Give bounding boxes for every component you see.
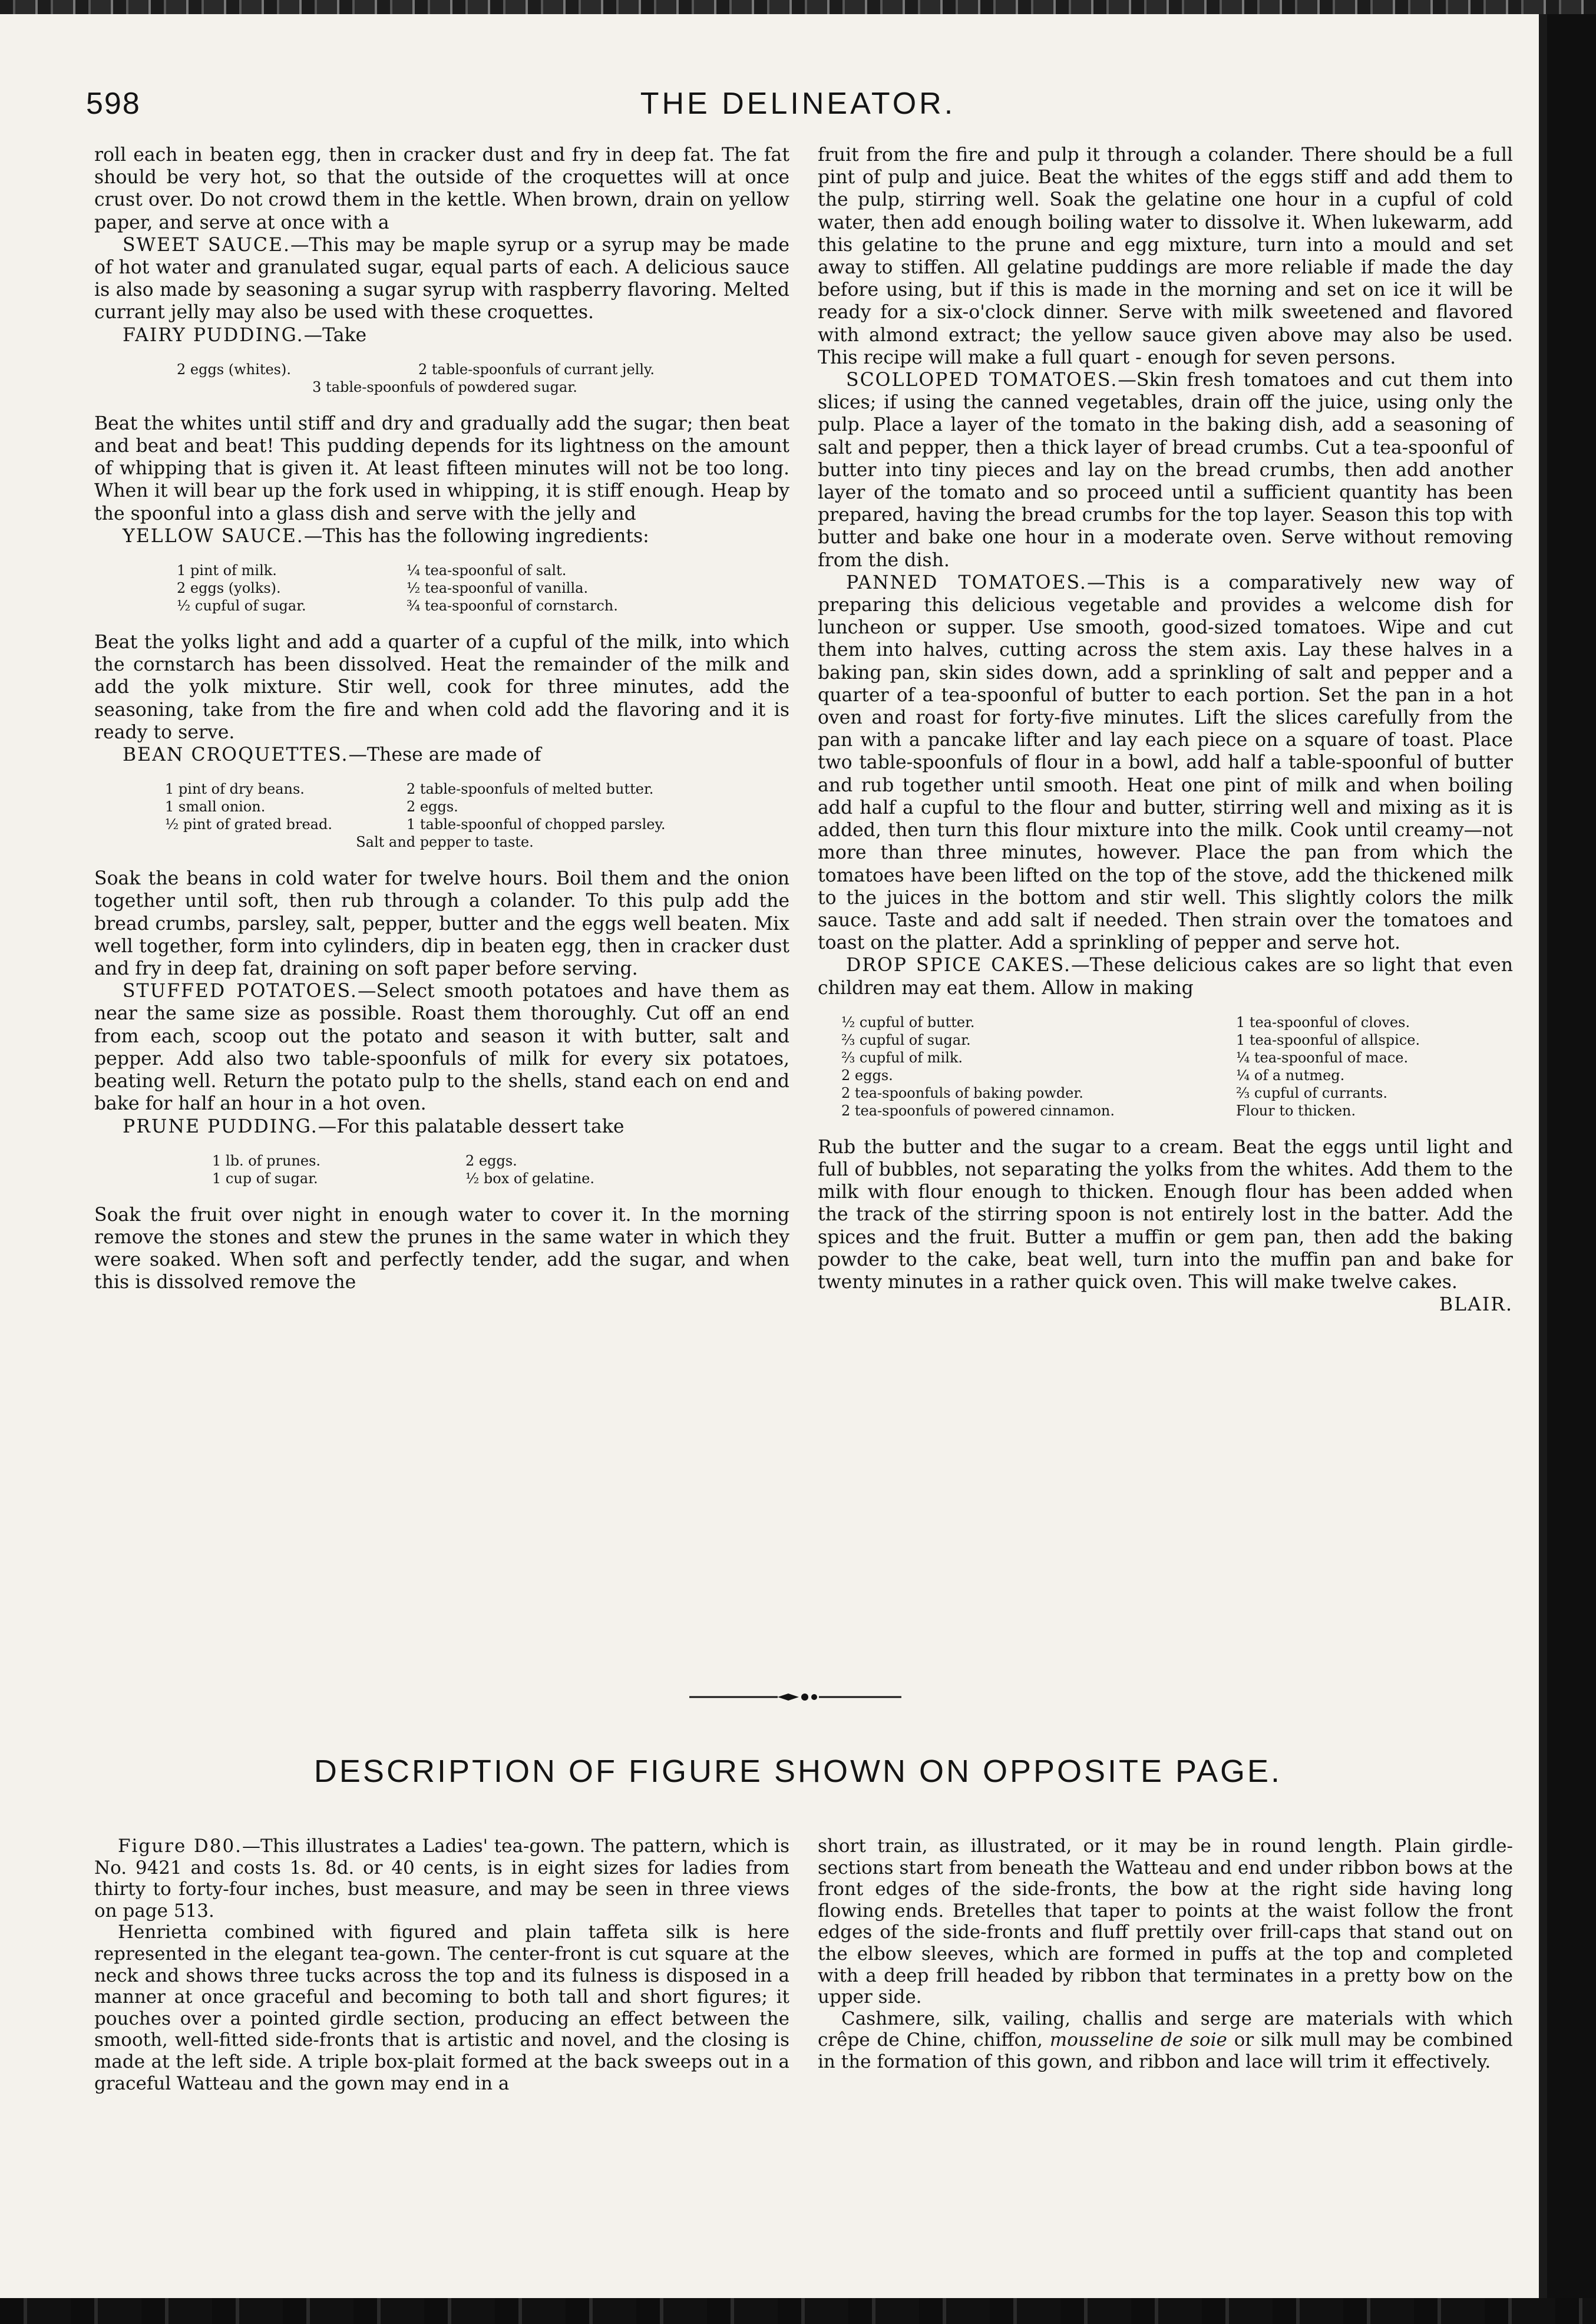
paragraph: Soak the beans in cold water for twelve hours. Boil them and the onion together until soft, then rub through a colander. To this pulp add the bread crumbs, parsley, salt, pepper, butter and the eggs well beaten. Mix well together, form into cylinders, dip in beaten egg, then in cracker dust and fry in deep fat, draining on soft paper before serving. xyxy=(94,868,789,980)
recipe-heading: DROP SPICE CAKES. xyxy=(846,955,1072,976)
ingredient: 2 eggs (yolks). xyxy=(177,580,281,597)
top-scan-border xyxy=(0,0,1596,14)
ingredient: 2 eggs (whites). xyxy=(177,361,291,378)
divider-dot xyxy=(811,1694,817,1700)
paragraph-text: —This illustrates a Ladies' tea-gown. The pattern, which is No. 9421 and costs 1s. 8d. or 40 cents, is in eight sizes for ladies from thirty to forty-four inches, bust measure, and may be seen in three views on page 513. xyxy=(94,1836,789,1922)
recipe-heading: STUFFED POTATOES. xyxy=(123,981,358,1002)
ingredient: ½ pint of grated bread. xyxy=(165,816,332,833)
paragraph xyxy=(94,1836,789,1922)
paragraph-text: or silk mull may be combined in the formation of this gown, and ribbon and lace will trim it effectively. xyxy=(818,2029,1514,2072)
recipe-heading: PRUNE PUDDING. xyxy=(123,1115,318,1137)
recipe-heading: FAIRY PUDDING. xyxy=(123,324,304,346)
recipe-stuffed-potatoes xyxy=(94,980,789,1115)
ingredient-list-prune xyxy=(212,1152,789,1187)
ingredient: ½ tea-spoonful of vanilla. xyxy=(407,580,589,597)
ingredient: ½ cupful of sugar. xyxy=(177,597,306,615)
ingredient: ¾ tea-spoonful of cornstarch. xyxy=(407,597,618,615)
paragraph-text: Cashmere, silk, vailing, challis and serge are materials with which crêpe de Chine, chiffon, xyxy=(818,2008,1513,2051)
ingredient: ⅔ cupful of sugar. xyxy=(841,1031,971,1048)
right-column xyxy=(818,144,1513,1316)
recipe-fairy-pudding xyxy=(94,324,789,346)
divider-diamond xyxy=(778,1694,799,1701)
recipe-bean-croquettes xyxy=(94,744,789,766)
recipe-heading: PANNED TOMATOES. xyxy=(846,572,1087,593)
ingredient: 2 eggs. xyxy=(465,1152,517,1169)
ingredient: ⅔ cupful of currants. xyxy=(1236,1084,1387,1101)
recipe-text: —Select smooth potatoes and have them as near the same size as possible. Roast them thoroughly. Cut off an end from each, scoop out the potato and season it with butter, salt and pepper. Add also two table-spoonfuls of milk for every six potatoes, beating well. Return the potato pulp to the shells, stand each on end and bake for half an hour in a hot oven. xyxy=(94,981,789,1115)
italic-term: mousseline de soie xyxy=(1049,2029,1227,2051)
divider-dot xyxy=(801,1694,808,1701)
recipe-heading: SWEET SAUCE. xyxy=(123,234,291,256)
ingredient: 2 tea-spoonfuls of baking powder. xyxy=(841,1084,1083,1101)
ingredient: Salt and pepper to taste. xyxy=(356,834,534,851)
recipe-scolloped-tomatoes xyxy=(818,369,1513,572)
recipe-sweet-sauce xyxy=(94,234,789,324)
paragraph xyxy=(818,2008,1513,2073)
recipe-yellow-sauce xyxy=(94,525,789,547)
ingredient: 2 table-spoonfuls of currant jelly. xyxy=(418,361,655,378)
recipe-intro: —These delicious cakes are so light that even children may eat them. Allow in making xyxy=(818,955,1513,999)
ingredient: 2 eggs. xyxy=(407,798,458,816)
ingredient-list-bean xyxy=(165,780,789,851)
page-number: 598 xyxy=(86,87,141,121)
paragraph: Beat the yolks light and add a quarter of a cupful of the milk, into which the cornstarch has been dissolved. Heat the remainder of the milk and add the yolk mixture. Stir well, cook for three minutes, add the seasoning, take from the fire and when cold add the flavoring and it is ready to serve. xyxy=(94,632,789,743)
ingredient: 1 cup of sugar. xyxy=(212,1170,318,1187)
ingredient-list-fairy xyxy=(177,361,789,396)
recipe-intro: —Take xyxy=(303,324,367,346)
ingredient: ½ cupful of butter. xyxy=(841,1014,975,1031)
recipe-heading: YELLOW SAUCE. xyxy=(123,525,304,547)
recipe-intro: —For this palatable dessert take xyxy=(318,1115,624,1137)
left-column xyxy=(94,144,789,1294)
recipe-text: —This is a comparatively new way of preparing this delicious vegetable and provides a welcome dish for luncheon or supper. Use smooth, good-sized tomatoes. Wipe and cut them into halves, cutting across the stem axis. Lay these halves in a baking pan, skin sides down, add a sprinkling of salt and pepper and a quarter of a tea-spoonful of butter to each portion. Set the pan in a hot oven and roast for forty-five minutes. Lift the slices carefully from the pan with a pancake lifter and lay each piece on a square of toast. Place two table-spoonfuls of flour in a bowl, add half a table-spoonful of butter and rub together until smooth. Heat one pint of milk and when boiling add half a cupful to the flour and butter, stirring well and mixing as it is added, then turn this flour mixture into the milk. Cook until creamy—not more than three minutes, however. Place the pan from which the tomatoes have been lifted on the top of the stove, add the thickened milk to the juices in the bottom and stir well. This slightly colors the milk sauce. Taste and add salt if needed. Then strain over the tomatoes and toast on the platter. Add a sprinkling of pepper and serve hot. xyxy=(818,572,1513,954)
ingredient: 1 pint of milk. xyxy=(177,562,277,579)
paragraph: roll each in beaten egg, then in cracker dust and fry in deep fat. The fat should be very hot, so that the outside of the croquettes will at once crust over. Do not crowd them in the kettle. When brown, drain on yellow paper, and serve at once with a xyxy=(94,144,789,233)
recipe-prune-pudding xyxy=(94,1115,789,1138)
ingredient: ¼ tea-spoonful of mace. xyxy=(1236,1049,1409,1066)
ingredient: 1 lb. of prunes. xyxy=(212,1152,321,1169)
section-title: DESCRIPTION OF FIGURE SHOWN ON OPPOSITE PAGE. xyxy=(313,1754,1283,1789)
paragraph: short train, as illustrated, or it may be in round length. Plain girdle-sections start from beneath the Watteau and end under ribbon bows at the front edges of the side-fronts, the bow at the right side having long flowing ends. Bretelles that taper to points at the waist follow the front edges of the side-fronts and fluff prettily over frill-caps that stand out on the elbow sleeves, which are formed in puffs at the top and completed with a deep frill headed by ribbon that terminates in a pretty bow on the upper side. xyxy=(818,1836,1513,2008)
ingredient: 2 table-spoonfuls of melted butter. xyxy=(407,781,654,798)
bottom-scan-border xyxy=(0,2298,1596,2324)
paragraph: fruit from the fire and pulp it through a colander. There should be a full pint of pulp and juice. Beat the whites of the eggs stiff and add them to the pulp, stirring well. Soak the gelatine one hour in a cupful of cold water, then add enough boiling water to dissolve it. When lukewarm, add this gelatine to the prune and egg mixture, turn into a mould and set away to stiffen. All gelatine puddings are more reliable if made the day before using, but if this is made in the morning and set on ice it will be ready for a six-o'clock dinner. Serve with milk sweetened and flavored with almond extract; the yellow sauce given above may also be used. This recipe will make a full quart - enough for seven persons. xyxy=(818,144,1513,368)
author-signature: BLAIR. xyxy=(1439,1294,1513,1316)
description-right-column xyxy=(818,1836,1513,2073)
description-left-column xyxy=(94,1836,789,2094)
recipe-panned-tomatoes xyxy=(818,572,1513,954)
recipe-intro: —These are made of xyxy=(348,744,541,766)
ingredient: ½ box of gelatine. xyxy=(465,1170,594,1187)
ingredient: 1 pint of dry beans. xyxy=(165,781,305,798)
ingredient: 1 tea-spoonful of cloves. xyxy=(1236,1014,1410,1031)
ingredient: Flour to thicken. xyxy=(1236,1102,1356,1119)
paragraph: Henrietta combined with figured and plain taffeta silk is here represented in the elegant tea-gown. The center-front is cut square at the neck and shows three tucks across the top and its fulness is disposed in a manner at once graceful and becoming to both tall and short figures; it pouches over a pointed girdle section, producing an effect between the smooth, well-fitted side-fronts that is artistic and novel, and the closing is made at the left side. A triple box-plait formed at the back sweeps out in a graceful Watteau and the gown may end in a xyxy=(94,1922,789,2094)
paragraph: Beat the whites until stiff and dry and gradually add the sugar; then beat and beat and beat! This pudding depends for its lightness on the amount of whipping that is given it. At least fifteen minutes will not be too long. When it will bear up the fork used in whipping, it is stiff enough. Heap by the spoonful into a glass dish and serve with the jelly and xyxy=(94,412,789,524)
ingredient-list-drop xyxy=(841,1014,1513,1120)
running-head-title: THE DELINEATOR. xyxy=(640,87,956,121)
ingredient: ¼ tea-spoonful of salt. xyxy=(407,562,567,579)
ingredient: 1 small onion. xyxy=(165,798,266,816)
figure-label: Figure D80. xyxy=(118,1836,243,1857)
paragraph: Soak the fruit over night in enough water to cover it. In the morning remove the stones and stew the prunes in the same water in which they were soaked. When soft and perfectly tender, add the sugar, and when this is dissolved remove the xyxy=(94,1204,789,1293)
paragraph: Rub the butter and the sugar to a cream. Beat the eggs until light and full of bubbles, not separating the yolks from the whites. Add them to the milk with flour enough to thicken. Enough flour has been added when the track of the stirring spoon is not entirely lost in the batter. Add the spices and the fruit. Butter a muffin or gem pan, then add the baking powder to the cake, beat well, turn into the muffin pan and bake for twenty minutes in a rather quick oven. This will make twelve cakes. xyxy=(818,1136,1513,1293)
ingredient: 2 eggs. xyxy=(841,1067,893,1084)
recipe-heading: BEAN CROQUETTES. xyxy=(123,744,349,766)
ingredient: 3 table-spoonfuls of powdered sugar. xyxy=(312,378,577,395)
ornament-divider xyxy=(689,1685,901,1709)
recipe-text: —This may be maple syrup or a syrup may be made of hot water and granulated sugar, equal parts of each. A delicious sauce is also made by seasoning a sugar syrup with raspberry flavoring. Melted currant jelly may also be used with these croquettes. xyxy=(94,234,789,323)
recipe-text: —Skin fresh tomatoes and cut them into slices; if using the canned vegetables, drain off the juice, using only the pulp. Place a layer of the tomato in the baking dish, add a seasoning of salt and pepper, then a thick layer of bread crumbs. Cut a tea-spoonful of butter into tiny pieces and lay on the bread crumbs, then add another layer of the tomato and so proceed until a sufficient quantity has been prepared, having the bread crumbs for the top layer. Season this top with butter and bake one hour in a moderate oven. Serve without removing from the dish. xyxy=(818,369,1513,571)
ingredient: 1 table-spoonful of chopped parsley. xyxy=(407,816,666,833)
right-scan-border xyxy=(1535,14,1596,2298)
ingredient: 2 tea-spoonfuls of powered cinnamon. xyxy=(841,1102,1115,1119)
ingredient: ⅔ cupful of milk. xyxy=(841,1049,963,1066)
recipe-drop-spice-cakes xyxy=(818,954,1513,999)
recipe-intro: —This has the following ingredients: xyxy=(303,525,649,547)
recipe-heading: SCOLLOPED TOMATOES. xyxy=(846,369,1118,391)
ingredient: ¼ of a nutmeg. xyxy=(1236,1067,1345,1084)
ingredient: 1 tea-spoonful of allspice. xyxy=(1236,1031,1420,1048)
ingredient-list-yellow xyxy=(177,562,789,615)
